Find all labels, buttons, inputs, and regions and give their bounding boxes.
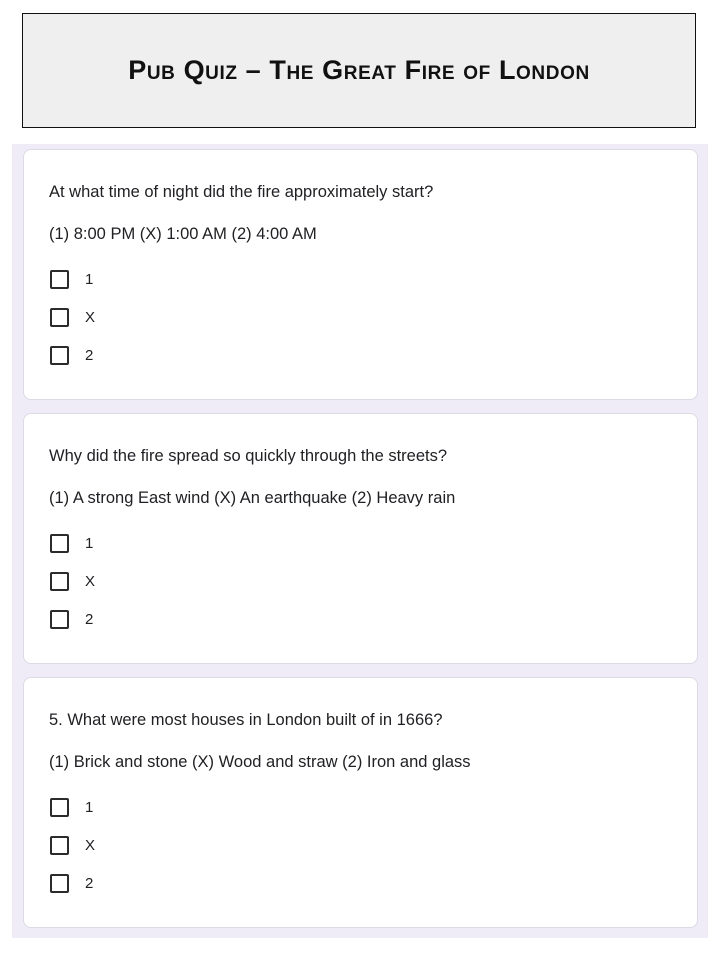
question-3-choice-2[interactable] bbox=[50, 873, 93, 893]
checkbox-icon[interactable] bbox=[50, 572, 69, 591]
checkbox-icon[interactable] bbox=[50, 874, 69, 893]
question-1-choice-2[interactable] bbox=[50, 345, 93, 365]
checkbox-icon[interactable] bbox=[50, 836, 69, 855]
question-3-options: (1) Brick and stone (X) Wood and straw (2) Iron and glass bbox=[49, 753, 471, 771]
question-1-text: At what time of night did the fire approximately start? bbox=[49, 183, 434, 201]
question-2-choice-1[interactable] bbox=[50, 533, 93, 553]
question-1-choice-1[interactable] bbox=[50, 269, 93, 289]
choice-label: 1 bbox=[85, 798, 94, 816]
question-card-1 bbox=[23, 149, 698, 400]
choice-label: 1 bbox=[85, 534, 94, 552]
question-2-options: (1) A strong East wind (X) An earthquake (2) Heavy rain bbox=[49, 489, 456, 507]
checkbox-icon[interactable] bbox=[50, 308, 69, 327]
question-2-choice-x[interactable] bbox=[50, 571, 95, 591]
page-title: Pub Quiz – The Great Fire of London bbox=[128, 55, 590, 85]
checkbox-icon[interactable] bbox=[50, 798, 69, 817]
question-2-text: Why did the fire spread so quickly through the streets? bbox=[49, 447, 448, 465]
choice-label: 2 bbox=[85, 610, 94, 628]
checkbox-icon[interactable] bbox=[50, 270, 69, 289]
question-2-choice-2[interactable] bbox=[50, 609, 93, 629]
question-card-3 bbox=[23, 677, 698, 928]
question-1-choice-x[interactable] bbox=[50, 307, 95, 327]
question-3-choice-1[interactable] bbox=[50, 797, 93, 817]
choice-label: X bbox=[85, 572, 96, 590]
question-1-options: (1) 8:00 PM (X) 1:00 AM (2) 4:00 AM bbox=[49, 225, 317, 243]
checkbox-icon[interactable] bbox=[50, 534, 69, 553]
quiz-title-box bbox=[22, 13, 696, 128]
form-area bbox=[12, 144, 708, 938]
checkbox-icon[interactable] bbox=[50, 346, 69, 365]
question-3-choice-x[interactable] bbox=[50, 835, 95, 855]
choice-label: 2 bbox=[85, 874, 94, 892]
choice-label: 1 bbox=[85, 270, 94, 288]
choice-label: X bbox=[85, 308, 96, 326]
question-3-text: 5. What were most houses in London built of in 1666? bbox=[49, 711, 443, 729]
choice-label: 2 bbox=[85, 346, 94, 364]
choice-label: X bbox=[85, 836, 96, 854]
question-card-2 bbox=[23, 413, 698, 664]
checkbox-icon[interactable] bbox=[50, 610, 69, 629]
